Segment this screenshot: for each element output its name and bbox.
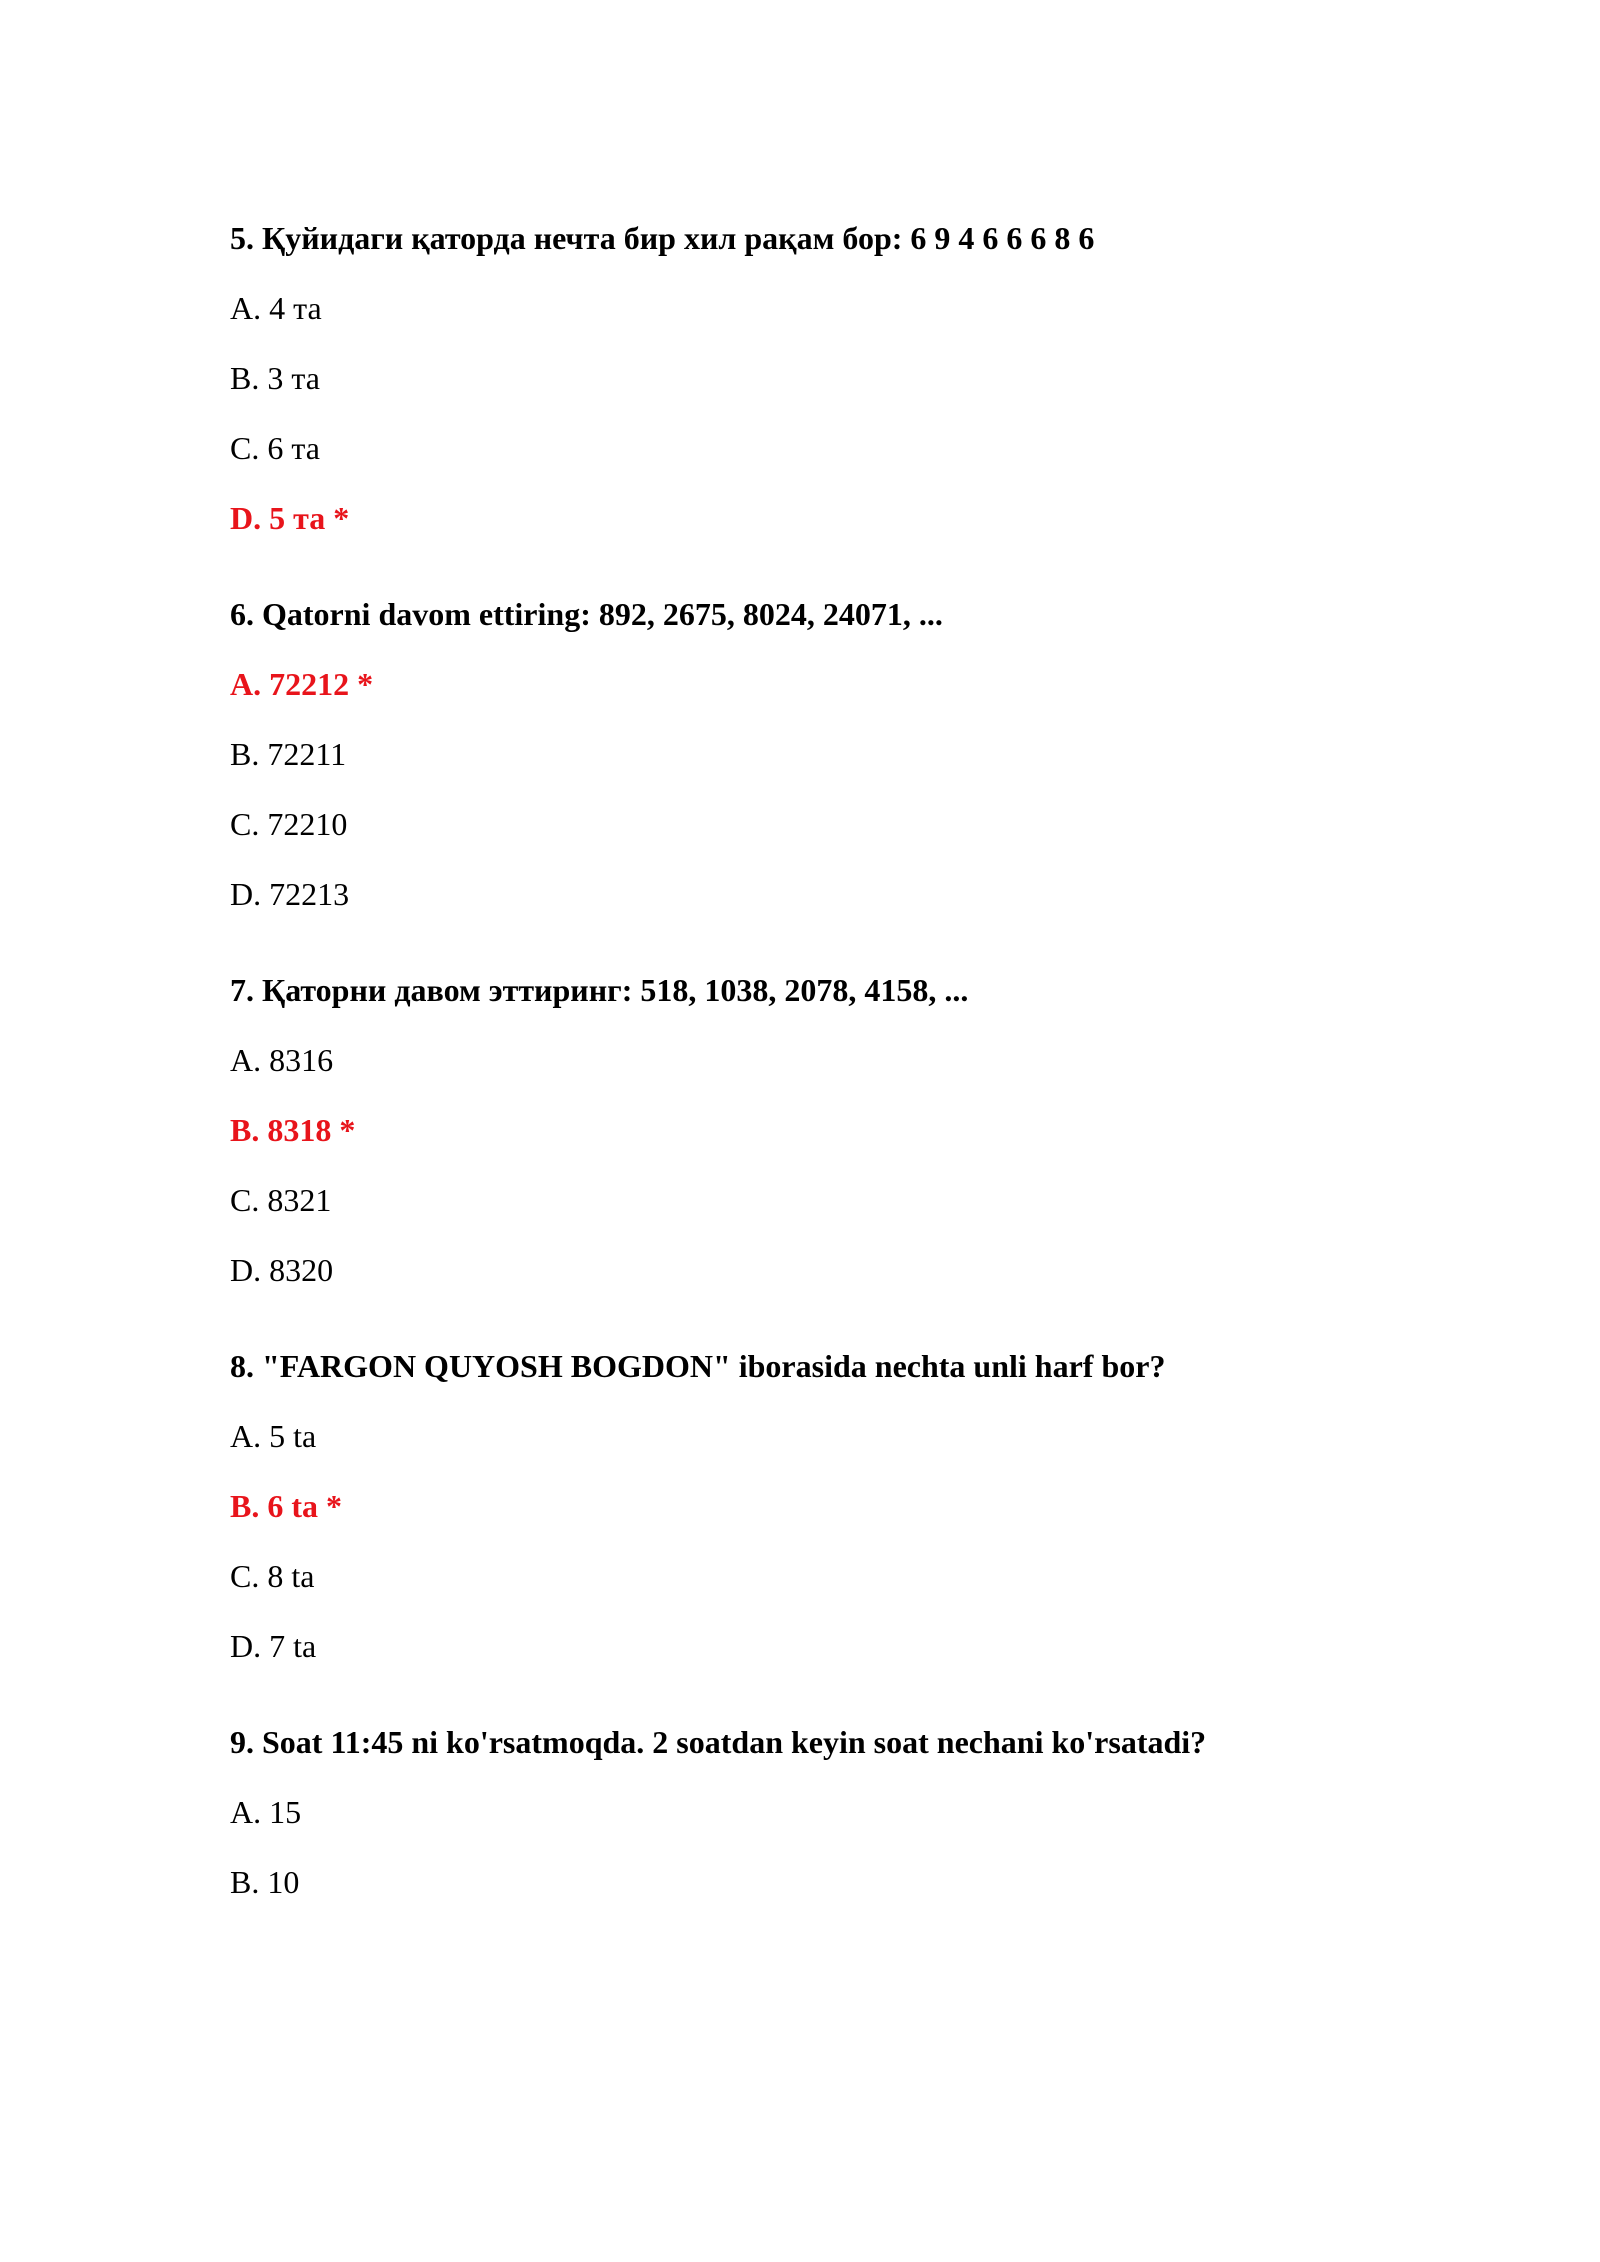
answer-option-b: B. 72211 [230,736,347,772]
question-text: 8. "FARGON QUYOSH BOGDON" iborasida nechta unli harf bor? [230,1348,1166,1384]
answer-option-d-correct: D. 5 та * [230,500,350,536]
question-text: 9. Soat 11:45 ni ko'rsatmoqda. 2 soatdan keyin soat nechani ko'rsatadi? [230,1724,1207,1760]
answer-option-c: C. 8 ta [230,1558,315,1594]
answer-option-b: B. 3 та [230,360,320,396]
question-text: 6. Qatorni davom ettiring: 892, 2675, 8024, 24071, ... [230,596,943,632]
document-page [230,218,1430,1932]
answer-option-b: B. 10 [230,1864,300,1900]
question-5 [230,218,1430,538]
answer-option-a: A. 8316 [230,1042,334,1078]
answer-option-a-correct: A. 72212 * [230,666,374,702]
answer-option-a: A. 4 та [230,290,322,326]
question-8 [230,1346,1430,1666]
answer-option-a: A. 15 [230,1794,302,1830]
question-text: 7. Қаторни давом эттиринг: 518, 1038, 2078, 4158, ... [230,972,969,1008]
answer-option-d: D. 7 ta [230,1628,317,1664]
answer-option-a: A. 5 ta [230,1418,317,1454]
answer-option-d: D. 72213 [230,876,350,912]
answer-option-d: D. 8320 [230,1252,334,1288]
answer-option-c: C. 72210 [230,806,348,842]
question-9 [230,1722,1430,1902]
question-7 [230,970,1430,1290]
answer-option-c: C. 6 та [230,430,320,466]
answer-option-b-correct: B. 8318 * [230,1112,356,1148]
answer-option-b-correct: B. 6 ta * [230,1488,342,1524]
question-text: 5. Қуйидаги қаторда нечта бир хил рақам бор: 6 9 4 6 6 6 8 6 [230,220,1095,256]
question-6 [230,594,1430,914]
answer-option-c: C. 8321 [230,1182,332,1218]
